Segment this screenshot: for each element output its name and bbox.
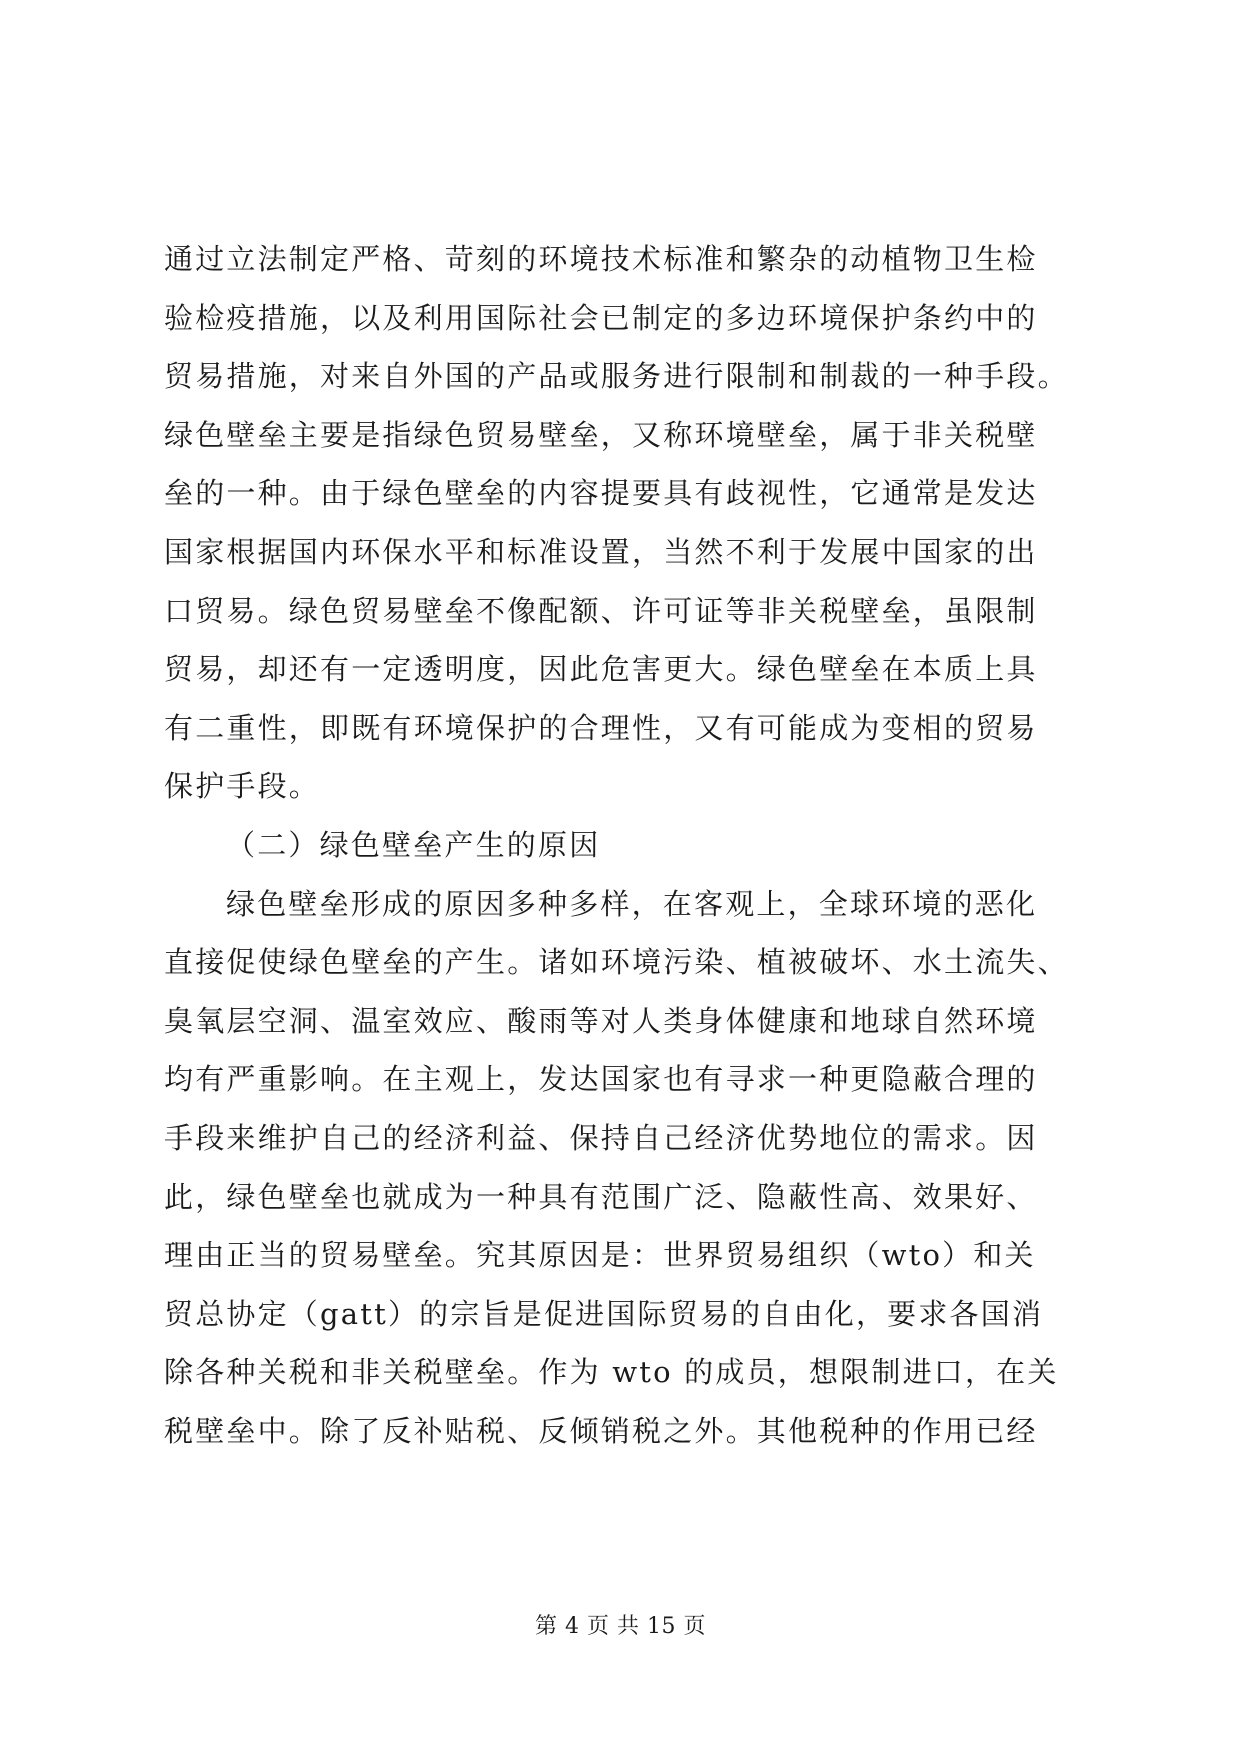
- text-line: 理由正当的贸易壁垒。究其原因是：世界贸易组织（wto）和关: [164, 1238, 1036, 1273]
- text-line: 税壁垒中。除了反补贴税、反倾销税之外。其他税种的作用已经: [164, 1413, 1038, 1448]
- text-line: 绿色壁垒主要是指绿色贸易壁垒，又称环境壁垒，属于非关税壁: [164, 417, 1038, 452]
- text-line: 国家根据国内环保水平和标准设置，当然不利于发展中国家的出: [164, 534, 1038, 569]
- text-line: 贸易措施，对来自外国的产品或服务进行限制和制裁的一种手段。: [164, 359, 1069, 394]
- text-line: 此，绿色壁垒也就成为一种具有范围广泛、隐蔽性高、效果好、: [164, 1179, 1038, 1214]
- section-heading: （二）绿色壁垒产生的原因: [226, 827, 601, 862]
- text-line: 手段来维护自己的经济利益、保持自己经济优势地位的需求。因: [164, 1120, 1038, 1155]
- text-line: 保护手段。: [164, 769, 321, 804]
- text-line: 有二重性，即既有环境保护的合理性，又有可能成为变相的贸易: [164, 710, 1038, 745]
- page-footer: 第 4 页 共 15 页: [535, 1614, 706, 1639]
- text-line: 臭氧层空洞、温室效应、酸雨等对人类身体健康和地球自然环境: [164, 1003, 1038, 1038]
- text-line: 验检疫措施，以及利用国际社会已制定的多边环境保护条约中的: [164, 300, 1038, 335]
- text-line: 均有严重影响。在主观上，发达国家也有寻求一种更隐蔽合理的: [164, 1062, 1038, 1097]
- paragraph-first-line: 绿色壁垒形成的原因多种多样，在客观上，全球环境的恶化: [226, 886, 1038, 921]
- text-line: 贸易，却还有一定透明度，因此危害更大。绿色壁垒在本质上具: [164, 652, 1038, 687]
- text-line: 垒的一种。由于绿色壁垒的内容提要具有歧视性，它通常是发达: [164, 476, 1038, 511]
- text-line: 除各种关税和非关税壁垒。作为 wto 的成员，想限制进口，在关: [164, 1355, 1059, 1390]
- text-line: 直接促使绿色壁垒的产生。诸如环境污染、植被破坏、水土流失、: [164, 945, 1069, 980]
- text-line: 通过立法制定严格、苛刻的环境技术标准和繁杂的动植物卫生检: [164, 242, 1038, 276]
- text-line: 口贸易。绿色贸易壁垒不像配额、许可证等非关税壁垒，虽限制: [164, 593, 1038, 628]
- body-text: [164, 230, 1104, 1460]
- text-line: 贸总协定（gatt）的宗旨是促进国际贸易的自由化，要求各国消: [164, 1296, 1044, 1331]
